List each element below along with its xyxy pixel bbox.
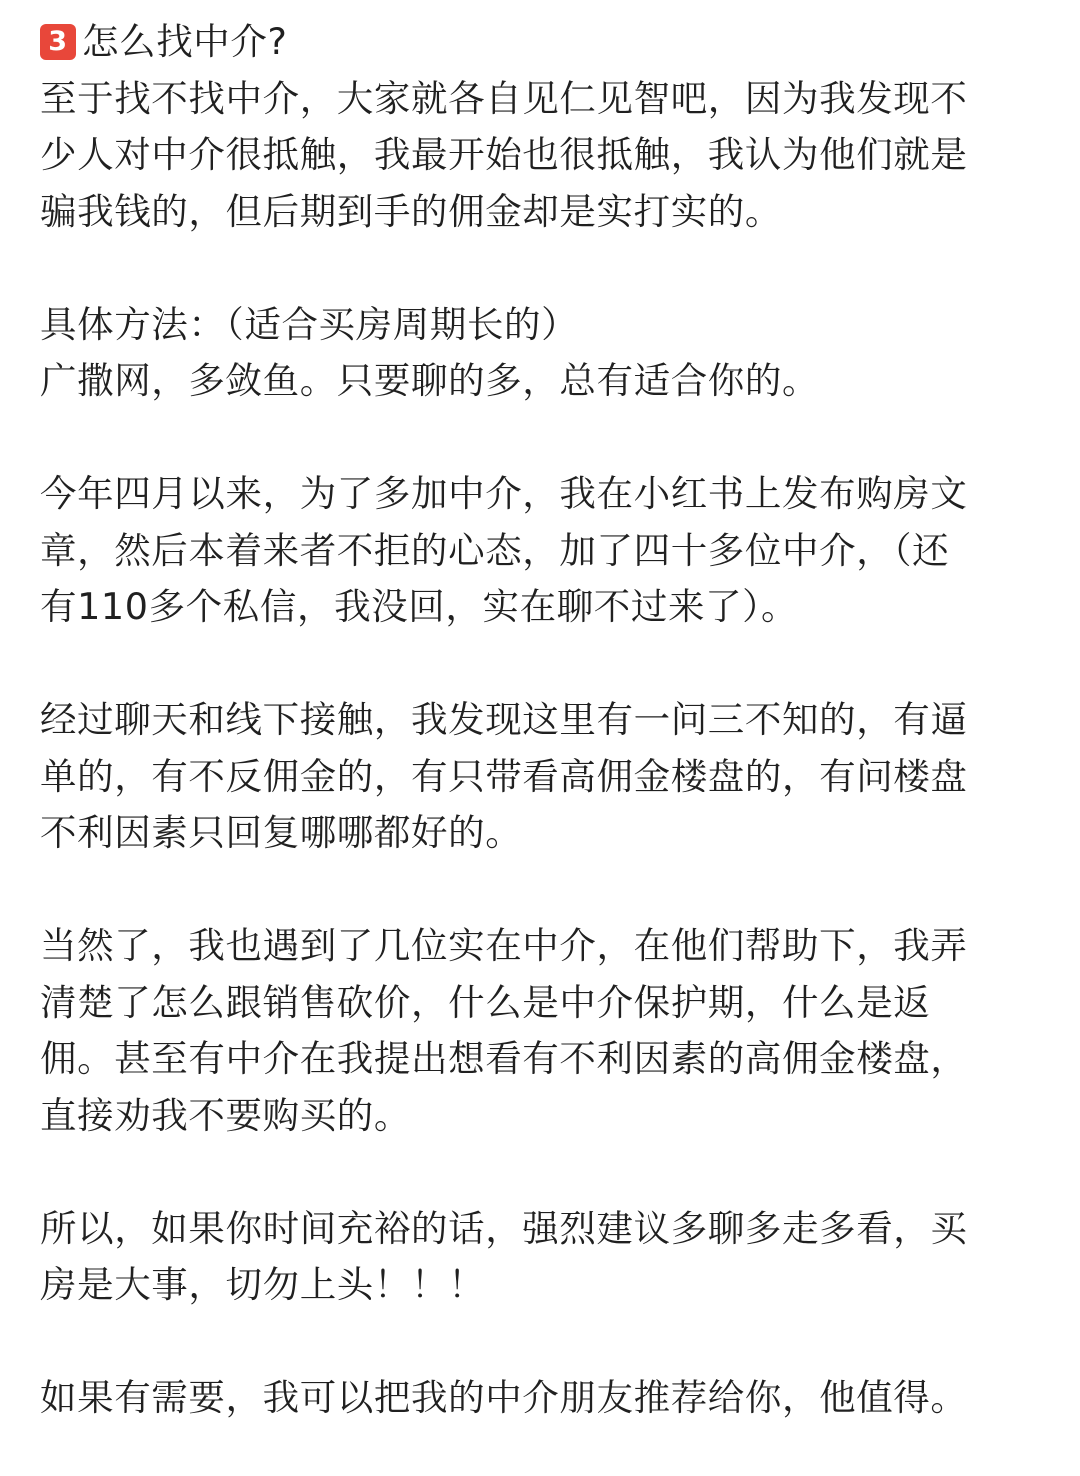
paragraph [40,692,1040,862]
text-line: 具体方法：（适合买房周期长的） [40,302,579,346]
paragraph [40,297,1040,410]
text-line: 所以，如果你时间充裕的话，强烈建议多聊多走多看，买 [40,1206,968,1250]
text-line: 章，然后本着来者不拒的心态，加了四十多位中介，（还 [40,528,950,572]
text-line: 有110多个私信，我没回，实在聊不过来了）。 [40,585,799,628]
text-line: 当然了，我也遇到了几位实在中介，在他们帮助下，我弄 [40,924,968,967]
text-line: 少人对中介很抵触，我最开始也很抵触，我认为他们就是 [40,133,968,176]
paragraph-list [40,71,1040,1427]
text-line: 骗我钱的，但后期到手的佣金却是实打实的。 [40,189,782,233]
paragraph [40,1370,1040,1427]
text-line: 单的，有不反佣金的，有只带看高佣金楼盘的，有问楼盘 [40,754,968,798]
text-line: 广撒网，多敛鱼。只要聊的多，总有适合你的。 [40,359,820,402]
number-three-keycap-icon: 3 [40,24,76,60]
text-line: 经过聊天和线下接触，我发现这里有一问三不知的，有逼 [40,698,968,741]
paragraph [40,1201,1040,1314]
text-line: 房是大事，切勿上头！！！ [40,1263,486,1306]
article-body [40,14,1040,1427]
text-line: 如果有需要，我可以把我的中介朋友推荐给你，他值得。 [40,1376,968,1419]
text-line: 今年四月以来，为了多加中介，我在小红书上发布购房文 [40,472,968,515]
text-line: 佣。甚至有中介在我提出想看有不利因素的高佣金楼盘， [40,1037,968,1080]
paragraph [40,71,1040,241]
text-line: 直接劝我不要购买的。 [40,1093,411,1137]
section-heading [40,14,1040,71]
paragraph [40,918,1040,1144]
section-title: 怎么找中介? [82,20,288,63]
text-line: 清楚了怎么跟销售砍价，什么是中介保护期，什么是返 [40,980,931,1024]
text-line: 不利因素只回复哪哪都好的。 [40,811,523,854]
paragraph [40,466,1040,636]
text-line: 至于找不找中介，大家就各自见仁见智吧，因为我发现不 [40,76,968,120]
